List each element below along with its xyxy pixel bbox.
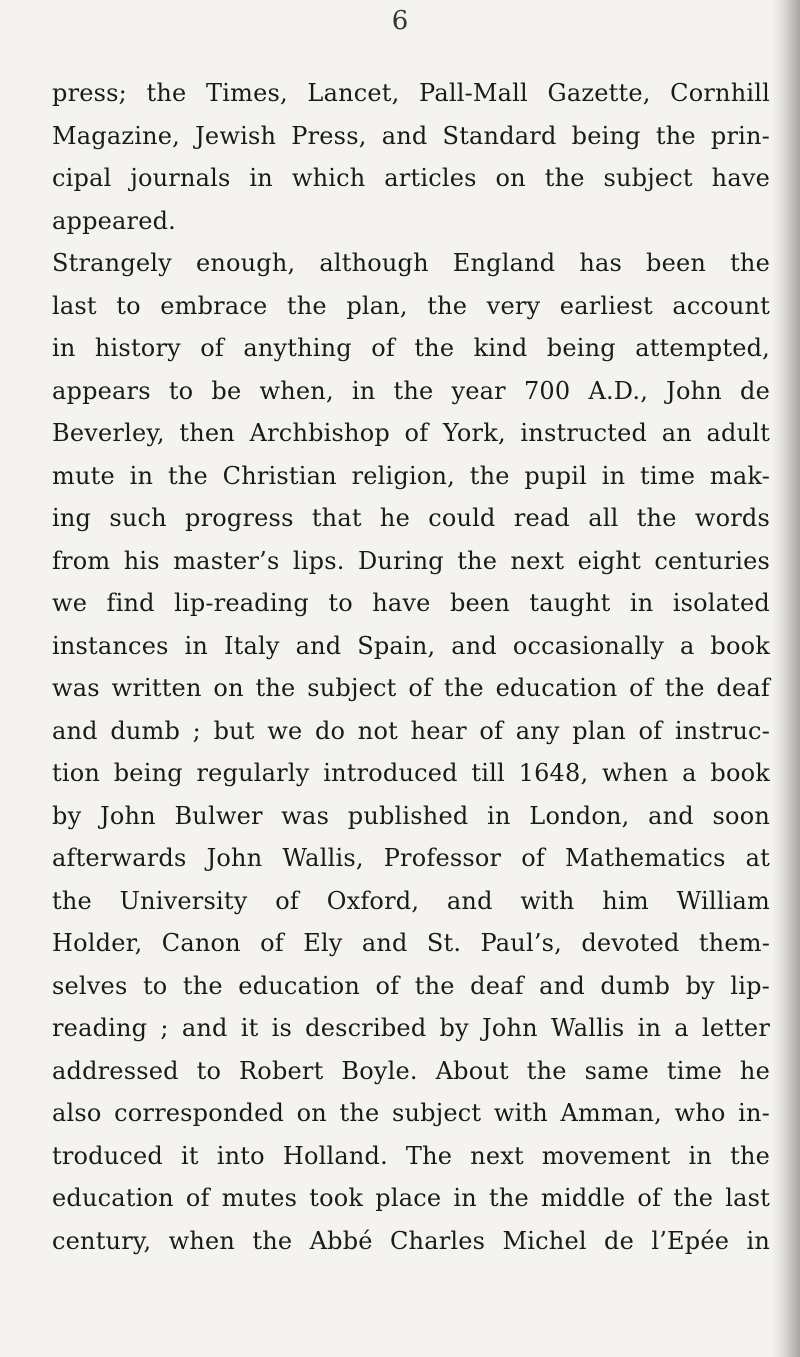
text-line: from his master’s lips. During the next eight centuries [52,546,770,575]
text-line: selves to the education of the deaf and dumb by lip- [52,971,770,1000]
text-line: education of mutes took place in the middle of the last [52,1184,770,1212]
text-line: mute in the Christian religion, the pupil in time mak- [52,461,770,490]
text-line: instances in Italy and Spain, and occasionally a book [52,631,770,660]
page-number: 6 [391,6,409,36]
text-line: tion being regularly introduced till 1648, when a book [52,759,770,787]
text-line: and dumb ; but we do not hear of any plan of instruc- [52,716,770,745]
text-line: press; the Times, Lancet, Pall-Mall Gazette, Cornhill [52,79,770,107]
text-line: also corresponded on the subject with Amman, who in- [52,1099,770,1127]
text-line: ing such progress that he could read all the words [52,504,770,532]
text-line: in history of anything of the kind being attempted, [52,334,770,362]
body-text [52,72,770,1262]
text-line: by John Bulwer was published in London, and soon [52,801,770,830]
text-line: troduced it into Holland. The next movement in the [52,1141,770,1170]
text-line: addressed to Robert Boyle. About the same time he [52,1056,770,1085]
text-line: appeared. [52,206,177,235]
text-line: cipal journals in which articles on the subject have [52,164,770,192]
text-line: last to embrace the plan, the very earliest account [52,291,770,320]
text-line: appears to be when, in the year 700 A.D., John de [52,376,770,405]
text-line: afterwards John Wallis, Professor of Mathematics at [52,844,770,872]
text-line: reading ; and it is described by John Wallis in a letter [52,1014,770,1042]
text-line: was written on the subject of the education of the deaf [52,674,770,702]
page-edge-shadow [772,0,800,1357]
text-line: century, when the Abbé Charles Michel de l’Epée in [52,1226,770,1255]
text-line: Beverley, then Archbishop of York, instructed an adult [52,419,770,447]
text-line: the University of Oxford, and with him William [52,886,770,915]
text-line: Strangely enough, although England has been the [52,249,770,277]
text-line: we find lip-reading to have been taught in isolated [52,589,770,617]
text-line: Holder, Canon of Ely and St. Paul’s, devoted them- [52,929,770,957]
text-line: Magazine, Jewish Press, and Standard being the prin- [52,121,770,150]
